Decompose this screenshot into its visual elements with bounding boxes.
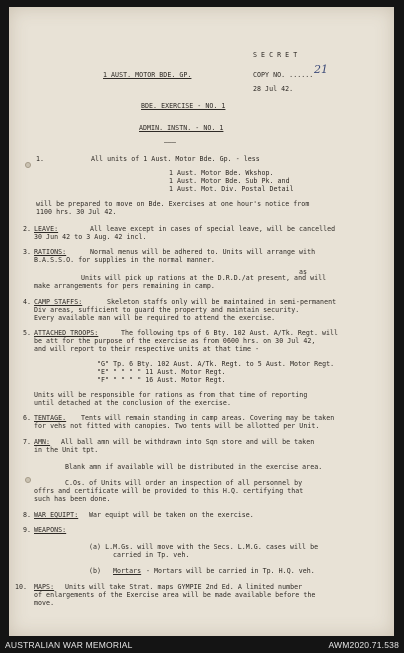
- para-10-line: of enlargements of the Exercise area will be made available before the: [34, 591, 316, 599]
- para-9-a-line: (a) L.M.Gs. will move with the Secs. L.M.G. cases will be: [89, 543, 319, 551]
- para-6-line: for vehs not fitted with canopies. Two tents will be allotted per Unit.: [34, 422, 320, 430]
- archive-name: AUSTRALIAN WAR MEMORIAL: [5, 640, 133, 650]
- title-rule: ———: [164, 138, 177, 146]
- punch-hole: [25, 162, 31, 168]
- para-1-line: 1100 hrs. 30 Jul 42.: [36, 208, 117, 216]
- para-3-line: B.A.S.S.O. for supplies in the normal manner.: [34, 256, 215, 264]
- para-1-number: 1.: [36, 155, 45, 163]
- para-7-line: in the Unit tpt.: [34, 446, 99, 454]
- para-5-line: and will report to their respective units at that time -: [34, 345, 260, 353]
- para-8-line: War equipt will be taken on the exercise.: [89, 511, 254, 519]
- para-9-b-label: (b): [89, 567, 102, 575]
- para-7-line: offrs and certificate will be provided to this H.Q. certifying that: [34, 487, 304, 495]
- para-2-line: 30 Jun 42 to 3 Aug. 42 incl.: [34, 233, 147, 241]
- para-2-number: 2.: [23, 225, 32, 233]
- para-4-line: Every available man will be required to attend the exercise.: [34, 314, 276, 322]
- para-5-number: 5.: [23, 329, 32, 337]
- para-1-line: All units of 1 Aust. Motor Bde. Gp. - less: [91, 155, 260, 163]
- para-6-number: 6.: [23, 414, 32, 422]
- para-1-line: 1 Aust. Motor Bde. Wkshop.: [169, 169, 274, 177]
- archive-footer: [0, 637, 404, 653]
- para-4-heading: CAMP STAFFS:: [34, 298, 83, 306]
- para-2-line: All leave except in cases of special leave, will be cancelled: [90, 225, 336, 233]
- para-9-a-line: carried in Tp. veh.: [113, 551, 190, 559]
- para-8-heading: WAR EQUIPT:: [34, 511, 79, 519]
- para-3-number: 3.: [23, 248, 32, 256]
- para-8-number: 8.: [23, 511, 32, 519]
- para-5-line: be att for the purpose of the exercise as from 0600 hrs. on 30 Jul 42,: [34, 337, 316, 345]
- para-5-troop-row: "E" " " " " 11 Aust. Motor Regt.: [97, 368, 226, 376]
- exercise-title: BDE. EXERCISE - NO. 1: [141, 102, 226, 110]
- admin-subtitle: ADMIN. INSTN. - NO. 1: [139, 124, 224, 132]
- para-10-heading: MAPS:: [34, 583, 55, 591]
- para-1-line: will be prepared to move on Bde. Exercises at one hour's notice from: [36, 200, 310, 208]
- document-page: [9, 7, 394, 636]
- para-3-insertion: as: [299, 268, 308, 276]
- unit-title: 1 AUST. MOTOR BDE. GP.: [103, 71, 192, 79]
- para-6-heading: TENTAGE.: [34, 414, 67, 422]
- document-date: 28 Jul 42.: [253, 85, 294, 93]
- para-7-line: Blank amn if available will be distributed in the exercise area.: [65, 463, 323, 471]
- para-4-line: Div areas, sufficient to guard the property and maintain security.: [34, 306, 300, 314]
- para-7-number: 7.: [23, 438, 32, 446]
- para-5-line: Units will be responsible for rations as from that time of reporting: [34, 391, 308, 399]
- para-10-line: Units will take Strat. maps GYMPIE 2nd Ed. A limited number: [65, 583, 303, 591]
- para-10-line: move.: [34, 599, 55, 607]
- para-5-troop-row: "G" Tp. 6 Bty. 102 Aust. A/Tk. Regt. to 5 Aust. Motor Regt.: [97, 360, 335, 368]
- para-5-troop-row: "F" " " " " 16 Aust. Motor Regt.: [97, 376, 226, 384]
- copy-number: COPY NO. ......: [253, 71, 314, 79]
- para-10-number: 10.: [15, 583, 28, 591]
- punch-hole: [25, 477, 31, 483]
- para-1-line: 1 Aust. Mot. Div. Postal Detail: [169, 185, 294, 193]
- para-2-heading: LEAVE:: [34, 225, 59, 233]
- para-3-line: make arrangements for pers remaining in camp.: [34, 282, 215, 290]
- para-7-line: such has been done.: [34, 495, 111, 503]
- para-9-number: 9.: [23, 526, 32, 534]
- para-9-b-line: - Mortars will be carried in Tp. H.Q. veh.: [146, 567, 315, 575]
- para-7-line: All ball amn will be withdrawn into Sqn store and will be taken: [61, 438, 315, 446]
- para-5-line: The following tps of 6 Bty. 102 Aust. A/Tk. Regt. will: [121, 329, 339, 337]
- para-3-line: Normal menus will be adhered to. Units will arrange with: [90, 248, 316, 256]
- para-9-heading: WEAPONS:: [34, 526, 67, 534]
- para-7-heading: AMN:: [34, 438, 51, 446]
- para-1-line: 1 Aust. Motor Bde. Sub Pk. and: [169, 177, 290, 185]
- archive-reference: AWM2020.71.538: [328, 640, 399, 650]
- handwritten-copy-number: 21: [314, 63, 328, 76]
- para-3-line: Units will pick up rations at the D.R.D./at present, and will: [81, 274, 327, 282]
- para-3-heading: RATIONS:: [34, 248, 67, 256]
- para-4-line: Skeleton staffs only will be maintained in semi-permanent: [107, 298, 337, 306]
- para-9-b-heading: Mortars: [113, 567, 142, 575]
- para-7-line: C.Os. of Units will order an inspection of all personnel by: [65, 479, 303, 487]
- para-5-heading: ATTACHED TROOPS:: [34, 329, 99, 337]
- para-4-number: 4.: [23, 298, 32, 306]
- para-5-line: until detached at the conclusion of the exercise.: [34, 399, 231, 407]
- para-6-line: Tents will remain standing in camp areas. Covering may be taken: [81, 414, 335, 422]
- secret-marking: S E C R E T: [253, 51, 298, 59]
